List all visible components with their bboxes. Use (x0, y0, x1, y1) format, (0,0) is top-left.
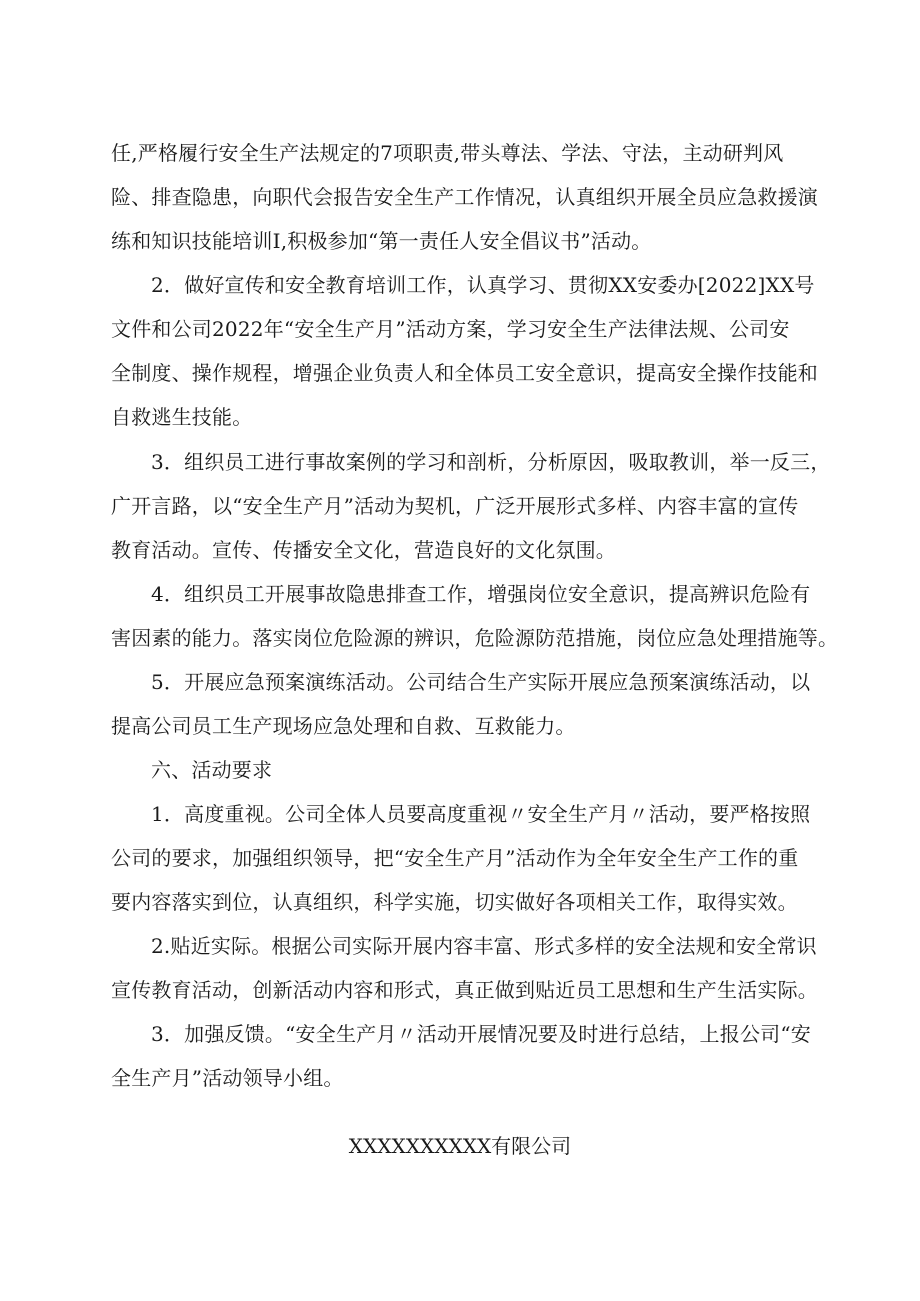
paragraph-line: 5．开展应急预案演练活动。公司结合生产实际开展应急预案演练活动，以 (151, 670, 811, 694)
paragraph-line: 3．组织员工进行事故案例的学习和剖析，分析原因，吸取教训，举一反三， (151, 450, 831, 474)
paragraph-line: 害因素的能力。落实岗位危险源的辨识，危险源防范措施，岗位应急处理措施等。 (111, 626, 839, 650)
paragraph-line: 教育活动。宣传、传播安全文化，营造良好的文化氛围。 (111, 538, 616, 562)
paragraph-line: 2.贴近实际。根据公司实际开展内容丰富、形式多样的安全法规和安全常识 (151, 934, 817, 958)
paragraph-line: 险、排查隐患，向职代会报告安全生产工作情况，认真组织开展全员应急救援演 (111, 185, 818, 209)
paragraph-line: 2．做好宣传和安全教育培训工作，认真学习、贯彻XX安委办[2022]XX号 (151, 273, 815, 297)
paragraph-line: 全制度、操作规程，增强企业负责人和全体员工安全意识，提高安全操作技能和 (111, 361, 818, 385)
paragraph-line: 提高公司员工生产现场应急处理和自救、互救能力。 (111, 714, 576, 738)
paragraph-line: 全生产月”活动领导小组。 (111, 1066, 344, 1090)
paragraph-line: 要内容落实到位，认真组织，科学实施，切实做好各项相关工作，取得实效。 (111, 890, 798, 914)
paragraph-line: 3．加强反馈。“安全生产月〃活动开展情况要及时进行总结，上报公司“安 (151, 1022, 811, 1046)
paragraph-line: 练和知识技能培训I,积极参加“第一责任人安全倡议书”活动。 (111, 229, 652, 253)
company-signature: XXXXXXXXXX有限公司 (348, 1134, 572, 1158)
paragraph-line: 广开言路，以“安全生产月”活动为契机，广泛开展形式多样、内容丰富的宣传 (111, 494, 799, 518)
section-heading: 六、活动要求 (151, 758, 273, 782)
paragraph-line: 4．组织员工开展事故隐患排查工作，增强岗位安全意识，提高辨识危险有 (151, 582, 811, 606)
paragraph-line: 自救逃生技能。 (111, 405, 253, 429)
paragraph-line: 宣传教育活动，创新活动内容和形式，真正做到贴近员工思想和生产生活实际。 (111, 978, 818, 1002)
paragraph-line: 任,严格履行安全生产法规定的7项职责,带头尊法、学法、守法，主动研判风 (111, 141, 784, 165)
paragraph-line: 文件和公司2022年“安全生产月”活动方案，学习安全生产法律法规、公司安 (111, 317, 790, 341)
paragraph-line: 1．高度重视。公司全体人员要高度重视〃安全生产月〃活动，要严格按照 (151, 802, 811, 826)
paragraph-line: 公司的要求，加强组织领导，把“安全生产月”活动作为全年安全生产工作的重 (111, 846, 799, 870)
